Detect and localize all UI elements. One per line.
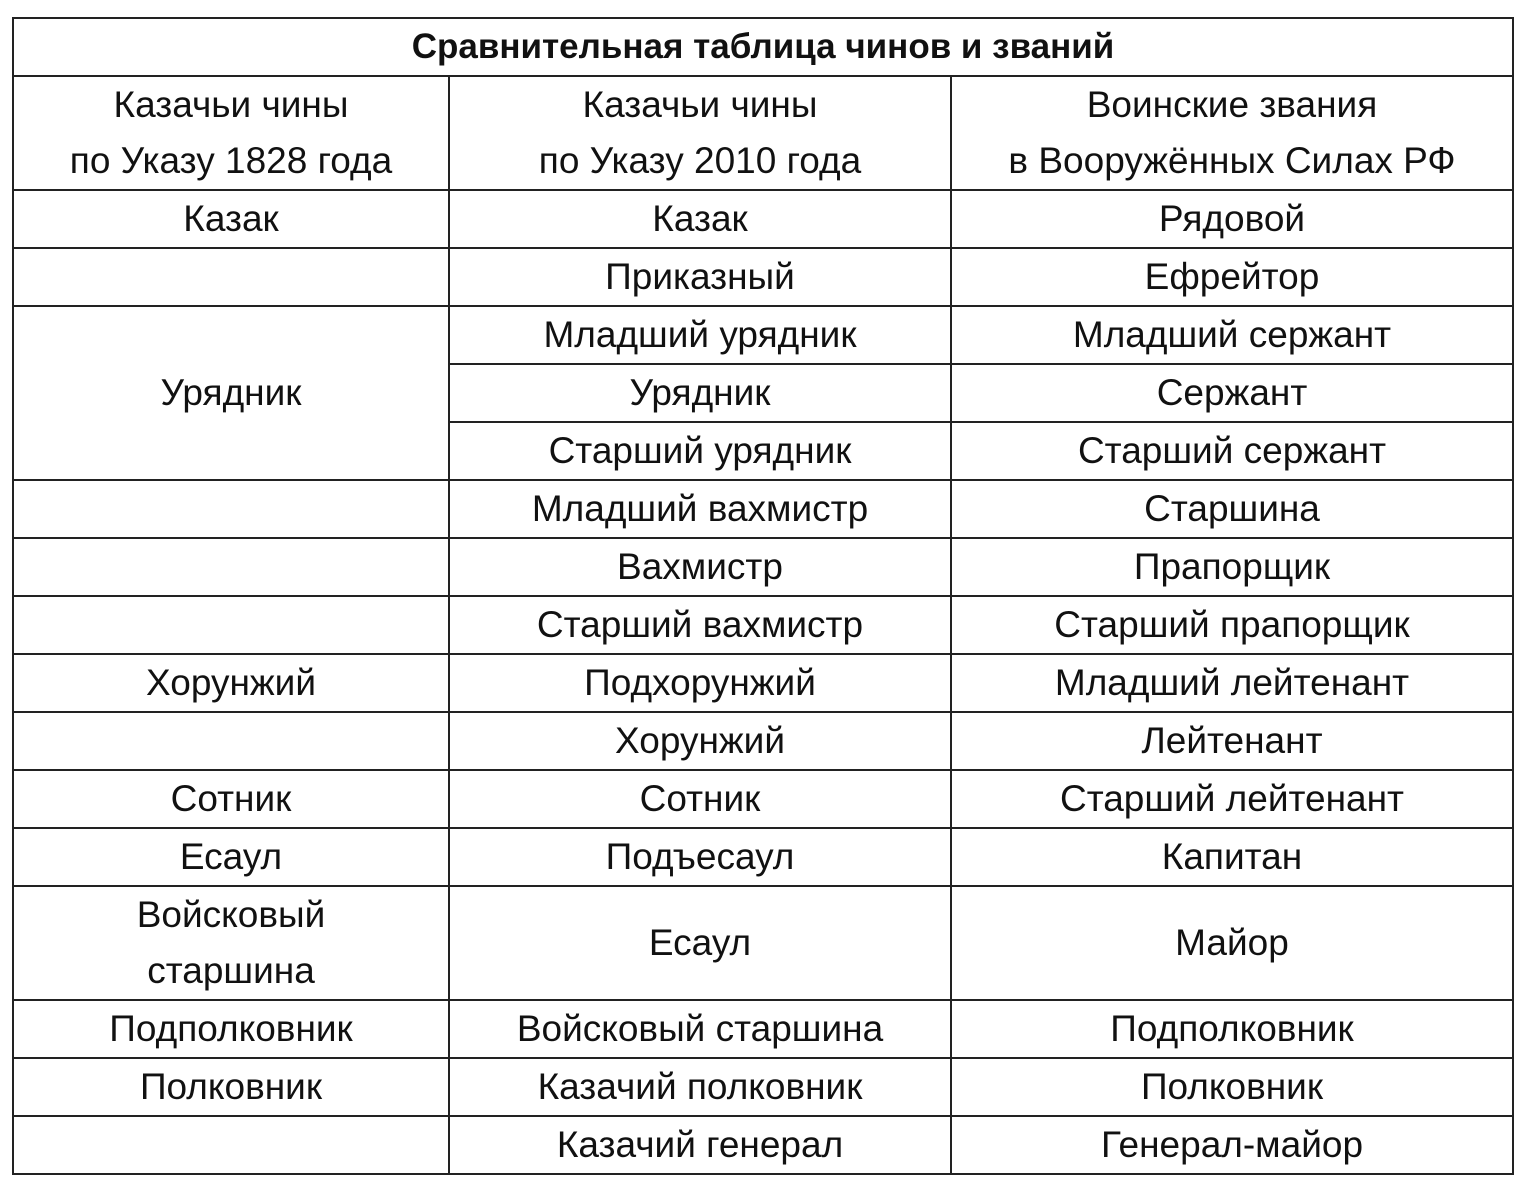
cell-rf: Капитан (951, 828, 1513, 886)
cell-2010: Хорунжий (449, 712, 951, 770)
cell-1828: Подполковник (13, 1000, 449, 1058)
header-cossack-2010 (449, 76, 951, 190)
cell-2010: Урядник (449, 364, 951, 422)
table-row (13, 248, 1513, 306)
cell-2010: Младший вахмистр (449, 480, 951, 538)
cell-rf: Младший лейтенант (951, 654, 1513, 712)
cell-2010: Приказный (449, 248, 951, 306)
cell-rf: Старшина (951, 480, 1513, 538)
cell-rf: Лейтенант (951, 712, 1513, 770)
cell-rf: Сержант (951, 364, 1513, 422)
cell-1828 (13, 712, 449, 770)
cell-1828: Хорунжий (13, 654, 449, 712)
cell-2010: Казак (449, 190, 951, 248)
cell-1828 (13, 480, 449, 538)
table-row (13, 596, 1513, 654)
cell-rf: Ефрейтор (951, 248, 1513, 306)
cell-rf: Старший сержант (951, 422, 1513, 480)
cell-2010: Подхорунжий (449, 654, 951, 712)
cell-2010: Старший вахмистр (449, 596, 951, 654)
header-military-rf (951, 76, 1513, 190)
table-row (13, 712, 1513, 770)
cell-2010: Вахмистр (449, 538, 951, 596)
cell-1828: Сотник (13, 770, 449, 828)
header-cossack-1828-line1: Казачьи чины (113, 84, 349, 125)
ranks-comparison-table (12, 17, 1514, 1175)
cell-rf: Майор (951, 886, 1513, 1000)
table-row (13, 306, 1513, 364)
table-row (13, 1058, 1513, 1116)
cell-rf: Старший прапорщик (951, 596, 1513, 654)
cell-1828 (13, 1116, 449, 1174)
header-cossack-2010-line2: по Указу 2010 года (538, 140, 862, 181)
header-cossack-1828-line2: по Указу 1828 года (69, 140, 393, 181)
header-row (13, 76, 1513, 190)
cell-2010: Подъесаул (449, 828, 951, 886)
cell-1828-line2: старшина (147, 950, 315, 991)
cell-rf: Генерал-майор (951, 1116, 1513, 1174)
table-row (13, 886, 1513, 1000)
cell-2010: Войсковый старшина (449, 1000, 951, 1058)
header-military-rf-line1: Воинские звания (1086, 84, 1378, 125)
table-row (13, 538, 1513, 596)
cell-1828 (13, 886, 449, 1000)
cell-2010: Есаул (449, 886, 951, 1000)
table-row (13, 1116, 1513, 1174)
cell-1828: Казак (13, 190, 449, 248)
cell-rf: Прапорщик (951, 538, 1513, 596)
cell-rf: Подполковник (951, 1000, 1513, 1058)
cell-2010: Казачий генерал (449, 1116, 951, 1174)
cell-1828 (13, 248, 449, 306)
cell-rf: Рядовой (951, 190, 1513, 248)
header-cossack-2010-line1: Казачьи чины (582, 84, 818, 125)
cell-rf: Старший лейтенант (951, 770, 1513, 828)
cell-2010: Старший урядник (449, 422, 951, 480)
cell-2010: Сотник (449, 770, 951, 828)
cell-1828 (13, 596, 449, 654)
cell-2010: Казачий полковник (449, 1058, 951, 1116)
table-row (13, 480, 1513, 538)
cell-1828: Урядник (13, 306, 449, 480)
header-military-rf-line2: в Вооружённых Силах РФ (1008, 140, 1456, 181)
table-row (13, 190, 1513, 248)
table-title: Сравнительная таблица чинов и званий (13, 18, 1513, 76)
cell-rf: Младший сержант (951, 306, 1513, 364)
cell-1828: Есаул (13, 828, 449, 886)
cell-2010: Младший урядник (449, 306, 951, 364)
header-cossack-1828 (13, 76, 449, 190)
ranks-table-container (12, 17, 1514, 1175)
table-row (13, 828, 1513, 886)
cell-1828 (13, 538, 449, 596)
title-row (13, 18, 1513, 76)
cell-1828-line1: Войсковый (136, 894, 326, 935)
table-row (13, 770, 1513, 828)
table-row (13, 1000, 1513, 1058)
cell-1828: Полковник (13, 1058, 449, 1116)
table-row (13, 654, 1513, 712)
cell-rf: Полковник (951, 1058, 1513, 1116)
